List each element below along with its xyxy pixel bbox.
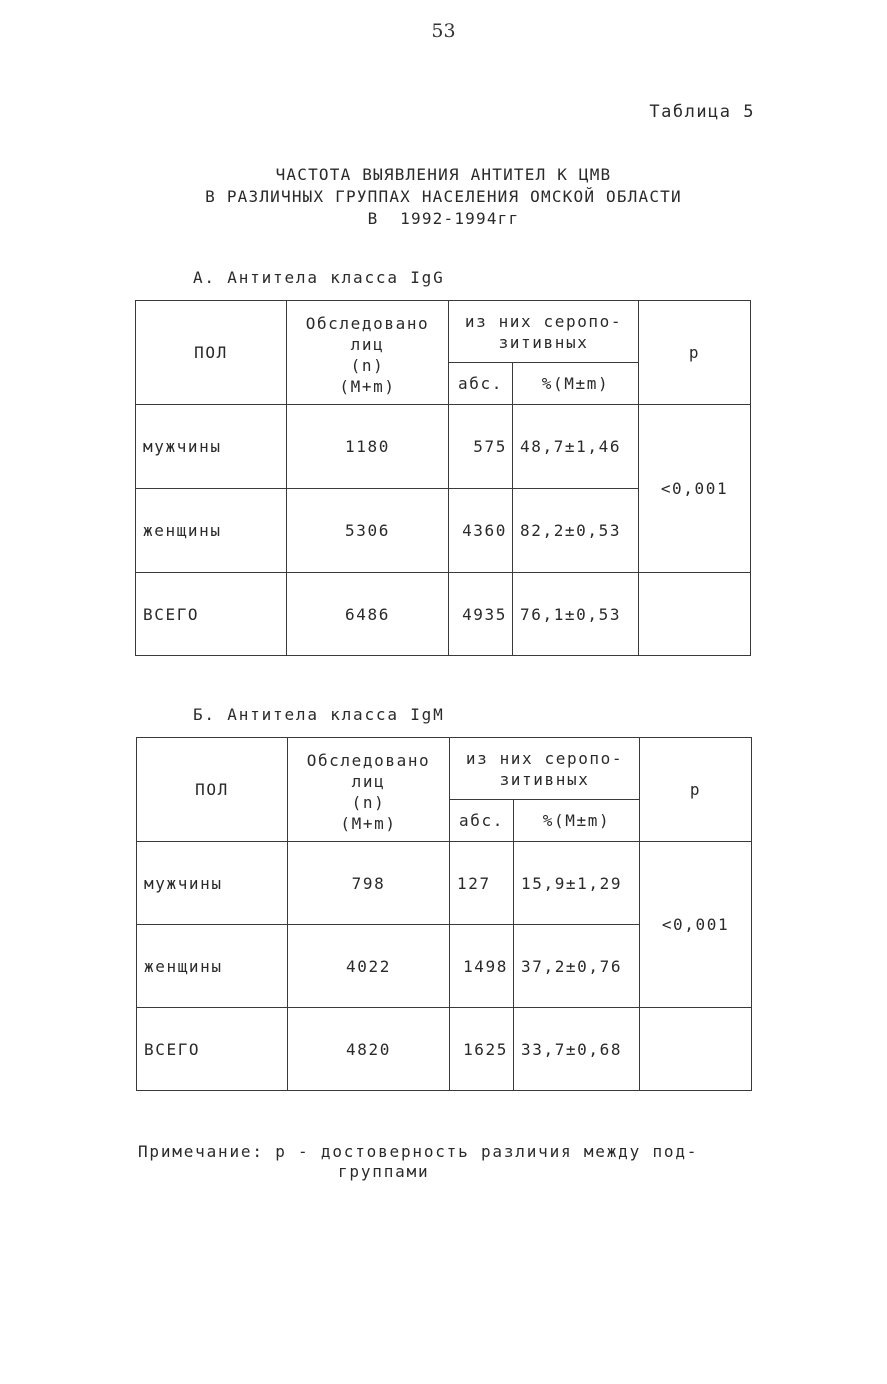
header-p: р [640,738,752,842]
empty-cell [640,1008,752,1091]
page-number: 53 [431,20,456,42]
header-seropositive-line: из них серопо- [465,749,624,768]
header-seropositive [450,738,640,800]
footnote [138,1142,698,1182]
title-line: ЧАСТОТА ВЫЯВЛЕНИЯ АНТИТЕЛ К ЦМВ [275,165,612,184]
header-p: р [639,301,751,405]
title-line: В РАЗЛИЧНЫХ ГРУППАХ НАСЕЛЕНИЯ ОМСКОЙ ОБЛАСТИ [205,187,682,206]
row-sex: мужчины [137,842,288,925]
header-examined-line: лиц [351,772,386,791]
footnote-line: Примечание: р - достоверность различия между под- [138,1142,699,1161]
row-pct: 76,1±0,53 [513,573,639,656]
header-pct: %(М±m) [514,800,640,842]
header-seropositive-line: из них серопо- [464,312,623,331]
row-abs: 1625 [450,1008,514,1091]
header-seropositive [449,301,639,363]
header-pct: %(М±m) [513,363,639,405]
header-examined-line: Обследовано [306,751,431,770]
row-pct: 15,9±1,29 [514,842,640,925]
header-examined-line: (М+m) [339,377,396,396]
header-abs: абс. [450,800,514,842]
header-examined-line: (М+m) [340,814,397,833]
row-sex: мужчины [136,405,287,489]
row-sex: женщины [137,925,288,1008]
table-a-heading: А. Антитела класса IgG [193,268,445,287]
row-abs: 1498 [450,925,514,1008]
table-b [136,737,752,1091]
p-value: <0,001 [639,405,751,573]
row-abs: 4935 [449,573,513,656]
table-label: Таблица 5 [649,102,755,122]
table-row [136,573,751,656]
header-seropositive-line: зитивных [499,770,590,789]
table-b-heading: Б. Антитела класса IgM [193,705,445,724]
header-examined-line: лиц [350,335,385,354]
title-line: В 1992-1994гг [367,209,520,228]
header-examined-line: (n) [350,356,385,375]
header-examined-line: Обследовано [305,314,430,333]
header-sex: ПОЛ [137,738,288,842]
table-row [137,1008,752,1091]
row-examined: 5306 [287,489,449,573]
row-examined: 4022 [288,925,450,1008]
row-abs: 127 [450,842,514,925]
p-value: <0,001 [640,842,752,1008]
row-examined: 1180 [287,405,449,489]
row-abs: 575 [449,405,513,489]
row-pct: 37,2±0,76 [514,925,640,1008]
row-abs: 4360 [449,489,513,573]
header-abs: абс. [449,363,513,405]
document-title [0,164,887,230]
table-row [136,405,751,489]
header-examined [288,738,450,842]
header-seropositive-line: зитивных [498,333,589,352]
footnote-line: группами [338,1162,430,1181]
header-sex: ПОЛ [136,301,287,405]
header-examined-line: (n) [351,793,386,812]
row-sex: ВСЕГО [137,1008,288,1091]
row-pct: 48,7±1,46 [513,405,639,489]
header-examined [287,301,449,405]
row-pct: 33,7±0,68 [514,1008,640,1091]
row-examined: 4820 [288,1008,450,1091]
row-sex: женщины [136,489,287,573]
row-examined: 6486 [287,573,449,656]
table-row [137,842,752,925]
row-pct: 82,2±0,53 [513,489,639,573]
empty-cell [639,573,751,656]
row-sex: ВСЕГО [136,573,287,656]
table-a [135,300,751,656]
row-examined: 798 [288,842,450,925]
